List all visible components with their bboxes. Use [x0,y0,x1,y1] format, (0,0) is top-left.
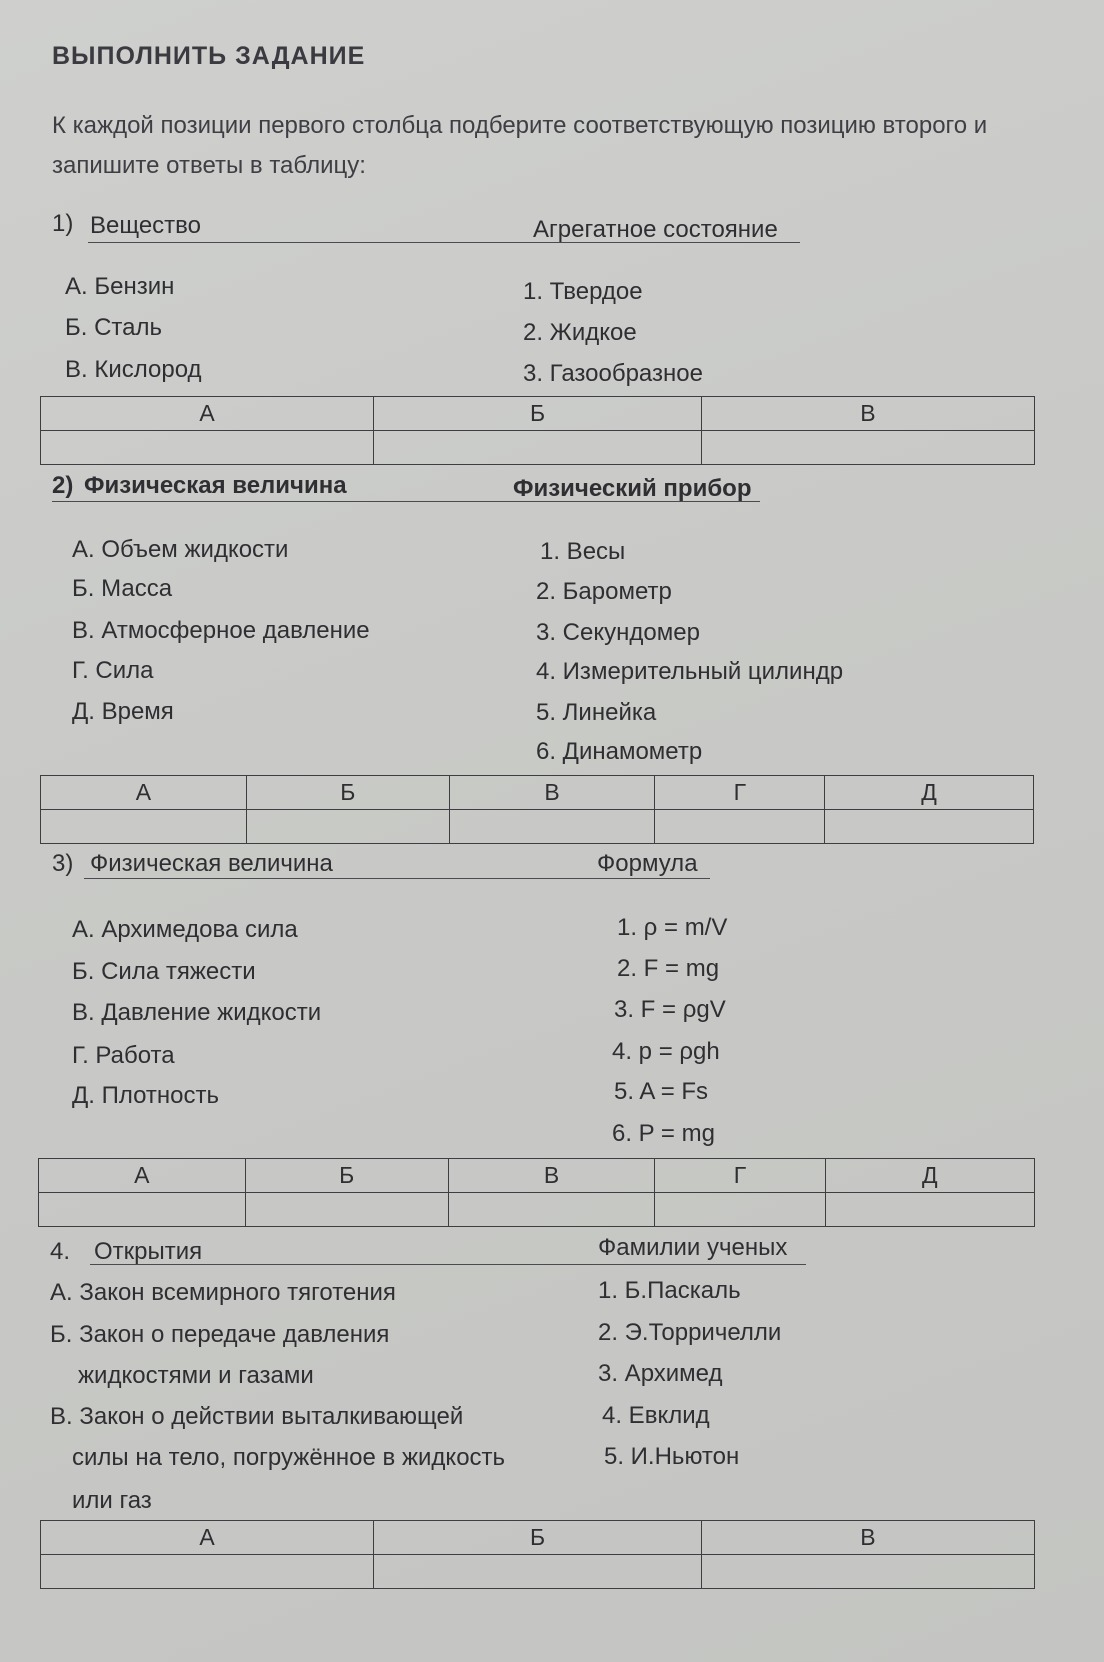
q4-left-item: В. Закон о действии выталкивающей [50,1403,464,1430]
q2-right-header: Физический прибор [513,475,752,502]
q4-right-item: 1. Б.Паскаль [598,1277,741,1304]
q4-left-item: жидкостями и газами [78,1362,314,1389]
q4-answer-table [40,1520,1035,1589]
q2-right-item: 2. Барометр [536,578,672,605]
q1-answer-cell[interactable] [701,431,1034,465]
q3-col-header: В [448,1159,655,1193]
page-title: ВЫПОЛНИТЬ ЗАДАНИЕ [52,42,366,70]
q3-right-item: 3. F = ρgV [614,996,726,1023]
q2-answer-cell[interactable] [655,810,825,844]
q3-answer-cell[interactable] [39,1193,246,1227]
q2-answer-cell[interactable] [825,810,1034,844]
q4-answer-cell[interactable] [701,1555,1034,1589]
q3-answer-cell[interactable] [245,1193,448,1227]
q2-left-item: А. Объем жидкости [72,536,289,563]
q4-right-item: 2. Э.Торричелли [598,1319,782,1346]
q3-left-item: В. Давление жидкости [72,999,322,1026]
q4-col-header: А [41,1521,374,1555]
q3-right-item: 2. F = mg [617,955,720,982]
q2-col-header: Д [825,776,1034,810]
q2-right-item: 6. Динамометр [536,738,703,765]
q3-answer-cell[interactable] [825,1193,1034,1227]
q1-number: 1) [52,210,74,237]
q1-answer-table [40,396,1035,465]
q1-col-header: А [41,397,374,431]
q3-right-header: Формула [597,850,698,877]
instructions-line-1: К каждой позиции первого столбца подберите соответствующую позицию второго и [52,112,988,139]
q1-right-item: 3. Газообразное [523,360,703,387]
q2-left-header: Физическая величина [84,472,347,499]
instructions-line-2: запишите ответы в таблицу: [52,152,366,179]
q2-right-item: 4. Измерительный цилиндр [536,658,844,685]
q1-col-header: В [701,397,1034,431]
q1-answer-cell[interactable] [41,431,374,465]
q1-left-header: Вещество [90,212,201,239]
q3-col-header: А [39,1159,246,1193]
q4-answer-cell[interactable] [374,1555,702,1589]
q4-right-item: 4. Евклид [602,1402,710,1429]
q4-answer-cell[interactable] [41,1555,374,1589]
q2-right-item: 3. Секундомер [536,619,700,646]
q4-right-item: 3. Архимед [598,1360,723,1387]
q3-right-item: 5. A = Fs [614,1078,709,1105]
q2-number: 2) [52,472,74,499]
q1-left-item: А. Бензин [65,273,175,300]
q2-answer-cell[interactable] [41,810,247,844]
q4-number: 4. [50,1238,71,1265]
q2-answer-cell[interactable] [449,810,655,844]
q1-right-header: Агрегатное состояние [533,216,778,243]
q3-left-item: А. Архимедова сила [72,916,298,943]
q2-right-item: 1. Весы [540,538,626,565]
q2-col-header: В [449,776,655,810]
q3-col-header: Д [825,1159,1034,1193]
q3-answer-cell[interactable] [655,1193,825,1227]
q1-answer-cell[interactable] [374,431,702,465]
q2-left-item: В. Атмосферное давление [72,617,370,644]
q3-left-item: Д. Плотность [72,1082,220,1109]
q3-right-item: 6. P = mg [612,1120,715,1147]
q3-answer-cell[interactable] [448,1193,655,1227]
q2-left-item: Д. Время [72,698,174,725]
q1-right-item: 1. Твердое [523,278,643,305]
q1-right-item: 2. Жидкое [523,319,637,346]
q3-right-item: 1. ρ = m/V [617,914,728,941]
q4-right-item: 5. И.Ньютон [604,1443,740,1470]
q1-col-header: Б [374,397,702,431]
q4-left-item: А. Закон всемирного тяготения [50,1279,396,1306]
q4-col-header: В [701,1521,1034,1555]
q4-col-header: Б [374,1521,702,1555]
q4-right-header: Фамилии ученых [598,1234,788,1261]
q1-left-item: В. Кислород [65,356,202,383]
q4-left-header: Открытия [94,1238,203,1265]
q3-answer-table [38,1158,1035,1227]
q2-left-item: Б. Масса [72,575,173,602]
q2-col-header: А [41,776,247,810]
q4-left-item: силы на тело, погружённое в жидкость [72,1444,506,1471]
q1-left-item: Б. Сталь [65,314,162,341]
q3-left-item: Б. Сила тяжести [72,958,256,985]
q4-left-item: или газ [72,1487,152,1514]
q2-left-item: Г. Сила [72,657,154,684]
q2-col-header: Б [246,776,449,810]
q3-number: 3) [52,850,74,877]
q3-left-item: Г. Работа [72,1042,175,1069]
q2-answer-cell[interactable] [246,810,449,844]
q3-header-rule [84,878,710,879]
q2-right-item: 5. Линейка [536,699,657,726]
q3-col-header: Г [655,1159,825,1193]
q4-left-item: Б. Закон о передаче давления [50,1321,390,1348]
q3-right-item: 4. p = ρgh [612,1038,720,1065]
q2-answer-table [40,775,1034,844]
q3-left-header: Физическая величина [90,850,333,877]
q3-col-header: Б [245,1159,448,1193]
q2-col-header: Г [655,776,825,810]
